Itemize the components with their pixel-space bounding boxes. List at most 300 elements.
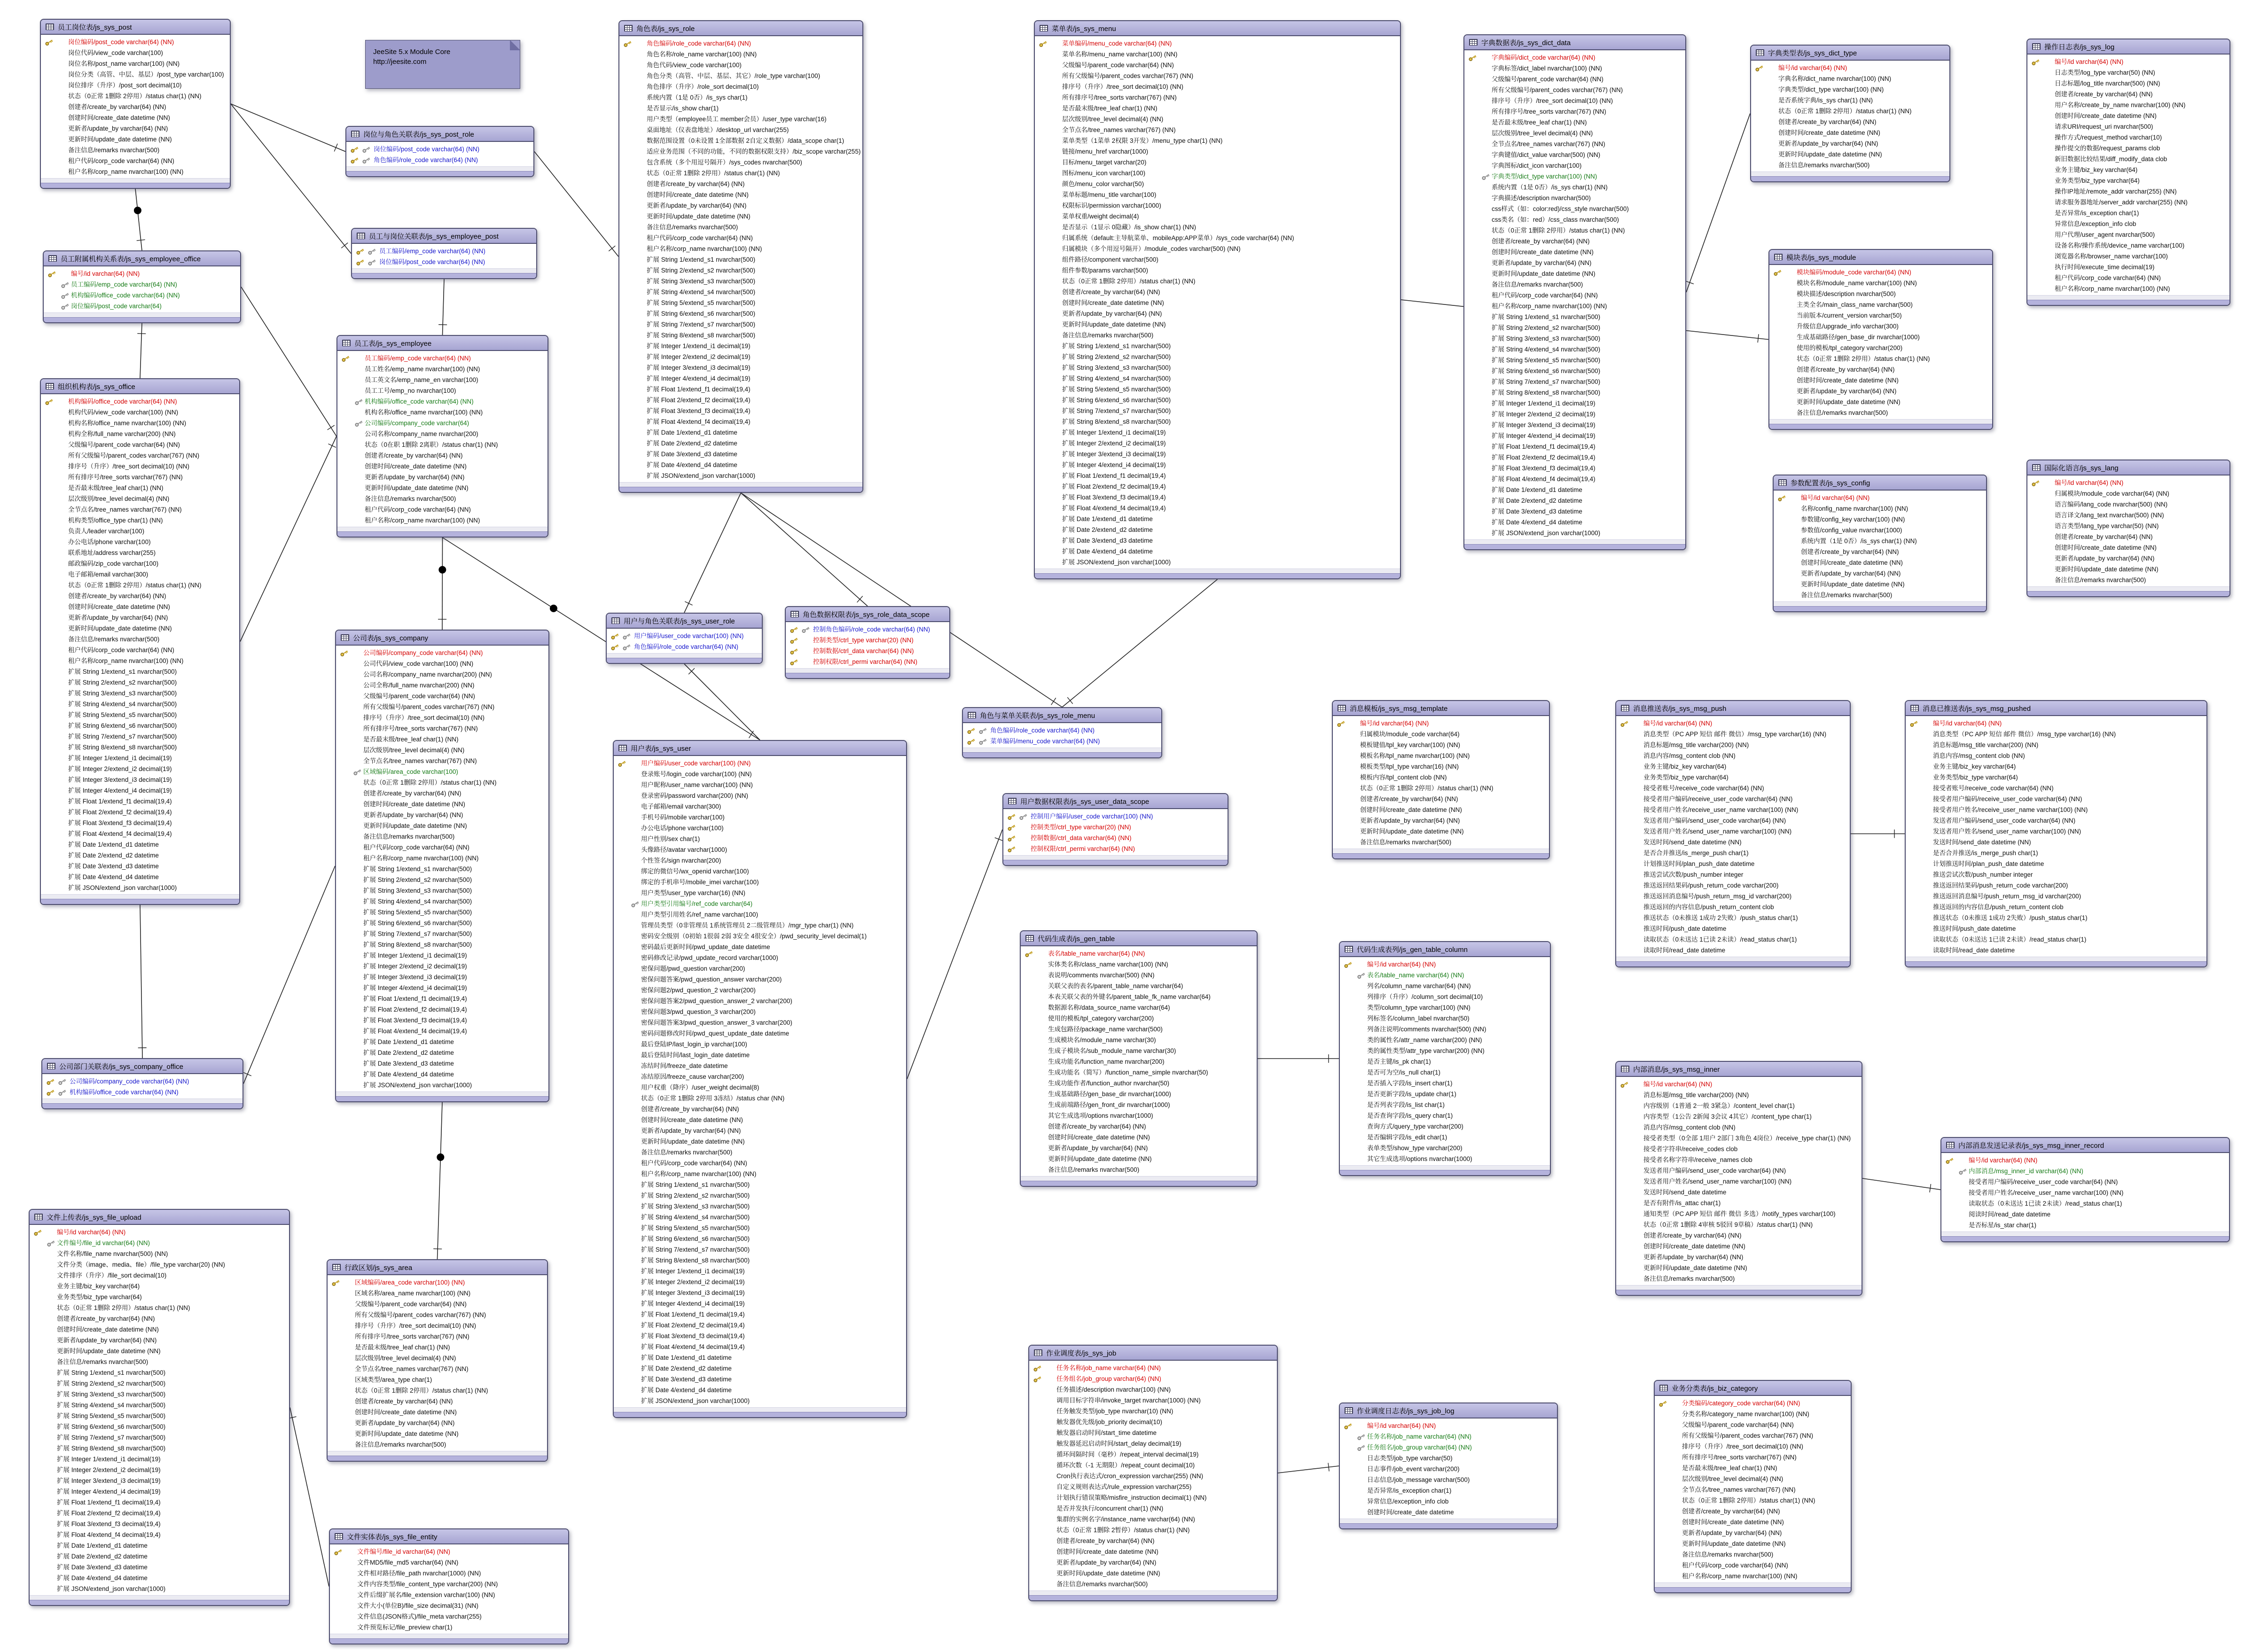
field-row[interactable] — [1340, 1474, 1557, 1485]
field-row[interactable] — [619, 81, 862, 92]
field-row[interactable] — [1464, 322, 1685, 333]
table-msg_inner[interactable] — [1615, 1061, 1862, 1296]
field-row[interactable] — [30, 1302, 289, 1313]
field-row[interactable] — [619, 157, 862, 168]
field-row[interactable] — [44, 268, 240, 279]
field-row[interactable] — [2027, 208, 2229, 218]
field-row[interactable] — [619, 222, 862, 233]
field-row[interactable] — [619, 341, 862, 351]
field-row[interactable] — [30, 1281, 289, 1292]
field-row[interactable] — [614, 1331, 906, 1341]
field-row[interactable] — [1464, 160, 1685, 171]
field-row[interactable] — [1340, 991, 1550, 1002]
field-row[interactable] — [1035, 438, 1400, 449]
field-row[interactable] — [1464, 463, 1685, 474]
field-row[interactable] — [2027, 262, 2229, 273]
field-row[interactable] — [1035, 319, 1400, 330]
field-row[interactable] — [619, 449, 862, 460]
field-row[interactable] — [1333, 750, 1549, 761]
field-row[interactable] — [614, 1190, 906, 1201]
field-row[interactable] — [1774, 579, 1986, 590]
field-row[interactable] — [1464, 236, 1685, 247]
field-row[interactable] — [1035, 351, 1400, 362]
table-user_data_scope[interactable] — [1002, 793, 1228, 866]
field-row[interactable] — [1906, 891, 2206, 902]
field-row[interactable] — [2027, 197, 2229, 208]
field-row[interactable] — [1464, 366, 1685, 376]
field-row[interactable] — [336, 896, 548, 907]
field-row[interactable] — [1021, 1164, 1257, 1175]
table-company[interactable] — [335, 630, 549, 1102]
table-user[interactable] — [613, 740, 907, 1418]
table-header[interactable] — [41, 20, 230, 35]
field-row[interactable] — [1340, 1420, 1557, 1431]
field-row[interactable] — [1769, 407, 1992, 418]
field-row[interactable] — [1340, 1035, 1550, 1045]
field-row[interactable] — [1655, 1549, 1851, 1560]
field-row[interactable] — [786, 624, 949, 635]
field-row[interactable] — [1906, 848, 2206, 858]
field-row[interactable] — [1655, 1484, 1851, 1495]
field-row[interactable] — [1340, 1442, 1557, 1453]
field-row[interactable] — [1616, 1230, 1862, 1241]
field-row[interactable] — [336, 939, 548, 950]
field-row[interactable] — [1616, 1208, 1862, 1219]
field-row[interactable] — [336, 950, 548, 961]
field-row[interactable] — [41, 515, 239, 526]
field-row[interactable] — [1464, 182, 1685, 193]
field-row[interactable] — [328, 1407, 547, 1418]
table-header[interactable] — [1340, 942, 1550, 957]
table-header[interactable] — [1464, 35, 1685, 50]
field-row[interactable] — [41, 145, 230, 156]
field-row[interactable] — [1340, 1464, 1557, 1474]
field-row[interactable] — [1616, 912, 1850, 923]
field-row[interactable] — [41, 796, 239, 807]
table-header[interactable] — [1021, 931, 1257, 946]
field-row[interactable] — [337, 407, 548, 418]
field-row[interactable] — [1751, 117, 1949, 127]
field-row[interactable] — [614, 942, 906, 952]
field-row[interactable] — [1003, 843, 1228, 854]
field-row[interactable] — [41, 742, 239, 753]
table-header[interactable] — [614, 741, 906, 756]
field-row[interactable] — [328, 1342, 547, 1353]
field-row[interactable] — [614, 779, 906, 790]
field-row[interactable] — [619, 276, 862, 287]
field-row[interactable] — [41, 558, 239, 569]
table-header[interactable] — [1655, 1381, 1851, 1396]
field-row[interactable] — [328, 1320, 547, 1331]
field-row[interactable] — [1035, 308, 1400, 319]
field-row[interactable] — [41, 569, 239, 580]
field-row[interactable] — [1655, 1441, 1851, 1452]
field-row[interactable] — [1021, 1067, 1257, 1078]
field-row[interactable] — [619, 92, 862, 103]
field-row[interactable] — [1616, 1165, 1862, 1176]
field-row[interactable] — [1616, 1187, 1862, 1198]
field-row[interactable] — [1029, 1406, 1277, 1417]
field-row[interactable] — [330, 1600, 568, 1611]
table-biz_category[interactable] — [1654, 1380, 1852, 1593]
field-row[interactable] — [1464, 506, 1685, 517]
field-row[interactable] — [1464, 312, 1685, 322]
field-row[interactable] — [30, 1573, 289, 1583]
field-row[interactable] — [1751, 62, 1949, 73]
field-row[interactable] — [1021, 1099, 1257, 1110]
field-row[interactable] — [1616, 729, 1850, 740]
field-row[interactable] — [1035, 114, 1400, 125]
field-row[interactable] — [337, 418, 548, 429]
field-row[interactable] — [614, 1309, 906, 1320]
table-header[interactable] — [1029, 1346, 1277, 1361]
table-header[interactable] — [330, 1529, 568, 1544]
field-row[interactable] — [1333, 826, 1549, 837]
field-row[interactable] — [1906, 772, 2206, 783]
field-row[interactable] — [1035, 70, 1400, 81]
field-row[interactable] — [2027, 154, 2229, 164]
field-row[interactable] — [1751, 73, 1949, 84]
field-row[interactable] — [2027, 56, 2229, 67]
table-header[interactable] — [2027, 39, 2229, 55]
field-row[interactable] — [328, 1374, 547, 1385]
field-row[interactable] — [614, 1255, 906, 1266]
field-row[interactable] — [1616, 1154, 1862, 1165]
field-row[interactable] — [1333, 804, 1549, 815]
field-row[interactable] — [1769, 332, 1992, 343]
table-header[interactable] — [42, 1059, 242, 1074]
field-row[interactable] — [614, 1341, 906, 1352]
table-role[interactable] — [618, 20, 863, 493]
field-row[interactable] — [337, 450, 548, 461]
field-row[interactable] — [1029, 1471, 1277, 1481]
field-row[interactable] — [41, 645, 239, 655]
field-row[interactable] — [352, 246, 536, 257]
table-post[interactable] — [40, 19, 231, 189]
field-row[interactable] — [337, 385, 548, 396]
field-row[interactable] — [1616, 1090, 1862, 1100]
field-row[interactable] — [1029, 1525, 1277, 1535]
field-row[interactable] — [30, 1324, 289, 1335]
field-row[interactable] — [1035, 243, 1400, 254]
field-row[interactable] — [1029, 1546, 1277, 1557]
field-row[interactable] — [2027, 542, 2229, 553]
field-row[interactable] — [619, 254, 862, 265]
field-row[interactable] — [30, 1410, 289, 1421]
field-row[interactable] — [1464, 333, 1685, 344]
field-row[interactable] — [614, 1082, 906, 1093]
table-file_upload[interactable] — [29, 1209, 290, 1606]
field-row[interactable] — [42, 1087, 242, 1098]
field-row[interactable] — [614, 1179, 906, 1190]
field-row[interactable] — [1333, 718, 1549, 729]
field-row[interactable] — [336, 1015, 548, 1026]
field-row[interactable] — [1464, 484, 1685, 495]
field-row[interactable] — [1464, 495, 1685, 506]
field-row[interactable] — [1035, 395, 1400, 405]
field-row[interactable] — [1035, 427, 1400, 438]
field-row[interactable] — [1333, 794, 1549, 804]
field-row[interactable] — [1774, 503, 1986, 514]
field-row[interactable] — [1769, 310, 1992, 321]
field-row[interactable] — [2027, 143, 2229, 154]
field-row[interactable] — [1906, 750, 2206, 761]
field-row[interactable] — [1021, 1045, 1257, 1056]
field-row[interactable] — [41, 655, 239, 666]
field-row[interactable] — [1029, 1557, 1277, 1568]
field-row[interactable] — [1616, 772, 1850, 783]
field-row[interactable] — [336, 810, 548, 820]
field-row[interactable] — [619, 265, 862, 276]
field-row[interactable] — [337, 364, 548, 374]
field-row[interactable] — [1035, 135, 1400, 146]
field-row[interactable] — [614, 790, 906, 801]
field-row[interactable] — [1751, 127, 1949, 138]
table-header[interactable] — [337, 336, 548, 351]
table-log[interactable] — [2026, 39, 2230, 306]
field-row[interactable] — [1035, 492, 1400, 503]
field-row[interactable] — [619, 287, 862, 297]
field-row[interactable] — [1035, 233, 1400, 243]
field-row[interactable] — [41, 91, 230, 101]
field-row[interactable] — [619, 135, 862, 146]
field-row[interactable] — [1464, 139, 1685, 149]
field-row[interactable] — [328, 1439, 547, 1450]
field-row[interactable] — [1464, 344, 1685, 355]
field-row[interactable] — [1655, 1430, 1851, 1441]
field-row[interactable] — [1655, 1409, 1851, 1419]
field-row[interactable] — [1035, 460, 1400, 470]
field-row[interactable] — [1029, 1535, 1277, 1546]
field-row[interactable] — [1035, 557, 1400, 568]
field-row[interactable] — [337, 374, 548, 385]
field-row[interactable] — [2027, 477, 2229, 488]
field-row[interactable] — [41, 818, 239, 828]
field-row[interactable] — [1616, 750, 1850, 761]
field-row[interactable] — [1333, 815, 1549, 826]
field-row[interactable] — [337, 483, 548, 493]
field-row[interactable] — [1616, 902, 1850, 912]
field-row[interactable] — [41, 753, 239, 764]
field-row[interactable] — [619, 438, 862, 449]
field-row[interactable] — [1941, 1220, 2229, 1231]
field-row[interactable] — [336, 1058, 548, 1069]
field-row[interactable] — [619, 168, 862, 179]
field-row[interactable] — [614, 1028, 906, 1039]
field-row[interactable] — [614, 1277, 906, 1287]
field-row[interactable] — [1035, 200, 1400, 211]
field-row[interactable] — [1021, 959, 1257, 970]
field-row[interactable] — [614, 1223, 906, 1233]
field-row[interactable] — [1769, 278, 1992, 288]
field-row[interactable] — [30, 1313, 289, 1324]
table-gen_table[interactable] — [1020, 930, 1258, 1187]
field-row[interactable] — [1655, 1419, 1851, 1430]
field-row[interactable] — [619, 49, 862, 60]
field-row[interactable] — [2027, 251, 2229, 262]
field-row[interactable] — [1616, 891, 1850, 902]
field-row[interactable] — [41, 526, 239, 537]
field-row[interactable] — [614, 1071, 906, 1082]
field-row[interactable] — [30, 1248, 289, 1259]
field-row[interactable] — [41, 720, 239, 731]
field-row[interactable] — [619, 233, 862, 243]
field-row[interactable] — [336, 1026, 548, 1036]
field-row[interactable] — [619, 103, 862, 114]
table-lang[interactable] — [2026, 460, 2230, 597]
table-msg_pushed[interactable] — [1905, 700, 2207, 967]
field-row[interactable] — [963, 736, 1161, 747]
field-row[interactable] — [1769, 397, 1992, 407]
field-row[interactable] — [30, 1508, 289, 1519]
field-row[interactable] — [1029, 1503, 1277, 1514]
table-header[interactable] — [1769, 250, 1992, 265]
field-row[interactable] — [41, 699, 239, 709]
field-row[interactable] — [619, 125, 862, 135]
field-row[interactable] — [30, 1454, 289, 1465]
field-row[interactable] — [1751, 138, 1949, 149]
field-row[interactable] — [1769, 364, 1992, 375]
table-job_log[interactable] — [1339, 1403, 1558, 1529]
field-row[interactable] — [44, 279, 240, 290]
field-row[interactable] — [336, 680, 548, 691]
field-row[interactable] — [614, 1017, 906, 1028]
field-row[interactable] — [1941, 1209, 2229, 1220]
field-row[interactable] — [328, 1396, 547, 1407]
field-row[interactable] — [1774, 568, 1986, 579]
field-row[interactable] — [41, 623, 239, 634]
field-row[interactable] — [328, 1309, 547, 1320]
field-row[interactable] — [41, 677, 239, 688]
field-row[interactable] — [614, 801, 906, 812]
field-row[interactable] — [41, 429, 239, 439]
field-row[interactable] — [1029, 1492, 1277, 1503]
table-header[interactable] — [1340, 1403, 1557, 1418]
field-row[interactable] — [1464, 517, 1685, 528]
field-row[interactable] — [614, 898, 906, 909]
field-row[interactable] — [1906, 945, 2206, 956]
table-gen_table_column[interactable] — [1339, 941, 1551, 1176]
field-row[interactable] — [1751, 95, 1949, 106]
field-row[interactable] — [1333, 761, 1549, 772]
field-row[interactable] — [1340, 1431, 1557, 1442]
table-employee_post[interactable] — [351, 228, 537, 279]
table-header[interactable] — [328, 1260, 547, 1275]
field-row[interactable] — [41, 666, 239, 677]
field-row[interactable] — [41, 731, 239, 742]
field-row[interactable] — [1340, 1485, 1557, 1496]
field-row[interactable] — [2027, 283, 2229, 294]
field-row[interactable] — [1464, 149, 1685, 160]
field-row[interactable] — [330, 1590, 568, 1600]
field-row[interactable] — [1616, 1262, 1862, 1273]
field-row[interactable] — [336, 723, 548, 734]
field-row[interactable] — [1035, 330, 1400, 341]
field-row[interactable] — [619, 384, 862, 395]
field-row[interactable] — [1616, 858, 1850, 869]
field-row[interactable] — [1464, 409, 1685, 420]
field-row[interactable] — [1021, 1078, 1257, 1089]
field-row[interactable] — [41, 407, 239, 418]
field-row[interactable] — [42, 1076, 242, 1087]
field-row[interactable] — [619, 460, 862, 470]
field-row[interactable] — [336, 1004, 548, 1015]
field-row[interactable] — [614, 1395, 906, 1406]
field-row[interactable] — [1464, 290, 1685, 301]
field-row[interactable] — [1021, 1013, 1257, 1024]
field-row[interactable] — [614, 834, 906, 844]
field-row[interactable] — [614, 855, 906, 866]
field-row[interactable] — [614, 985, 906, 996]
field-row[interactable] — [346, 144, 533, 155]
field-row[interactable] — [41, 504, 239, 515]
field-row[interactable] — [786, 646, 949, 656]
table-header[interactable] — [1906, 701, 2206, 716]
field-row[interactable] — [336, 864, 548, 874]
field-row[interactable] — [41, 764, 239, 774]
field-row[interactable] — [1464, 203, 1685, 214]
field-row[interactable] — [2027, 575, 2229, 585]
field-row[interactable] — [1021, 948, 1257, 959]
field-row[interactable] — [1616, 1079, 1862, 1090]
field-row[interactable] — [1029, 1568, 1277, 1579]
field-row[interactable] — [41, 807, 239, 818]
field-row[interactable] — [336, 1069, 548, 1080]
field-row[interactable] — [1751, 160, 1949, 171]
table-company_office[interactable] — [41, 1058, 243, 1109]
field-row[interactable] — [1655, 1560, 1851, 1571]
field-row[interactable] — [619, 297, 862, 308]
field-row[interactable] — [1906, 826, 2206, 837]
field-row[interactable] — [336, 777, 548, 788]
field-row[interactable] — [1035, 125, 1400, 135]
field-row[interactable] — [30, 1367, 289, 1378]
field-row[interactable] — [30, 1497, 289, 1508]
field-row[interactable] — [614, 963, 906, 974]
field-row[interactable] — [614, 920, 906, 931]
table-msg_inner_record[interactable] — [1940, 1137, 2230, 1242]
field-row[interactable] — [1464, 247, 1685, 257]
field-row[interactable] — [614, 1006, 906, 1017]
field-row[interactable] — [1906, 804, 2206, 815]
field-row[interactable] — [337, 461, 548, 472]
field-row[interactable] — [614, 758, 906, 769]
field-row[interactable] — [30, 1227, 289, 1238]
field-row[interactable] — [1035, 103, 1400, 114]
field-row[interactable] — [614, 1287, 906, 1298]
field-row[interactable] — [614, 1244, 906, 1255]
field-row[interactable] — [1340, 1099, 1550, 1110]
table-user_role[interactable] — [606, 613, 763, 664]
field-row[interactable] — [2027, 229, 2229, 240]
field-row[interactable] — [41, 396, 239, 407]
field-row[interactable] — [1035, 405, 1400, 416]
table-header[interactable] — [30, 1210, 289, 1225]
field-row[interactable] — [1769, 288, 1992, 299]
field-row[interactable] — [41, 882, 239, 893]
field-row[interactable] — [614, 866, 906, 877]
table-role_menu[interactable] — [962, 707, 1162, 758]
field-row[interactable] — [41, 580, 239, 591]
field-row[interactable] — [614, 1114, 906, 1125]
field-row[interactable] — [614, 1233, 906, 1244]
field-row[interactable] — [1616, 740, 1850, 750]
field-row[interactable] — [786, 656, 949, 667]
field-row[interactable] — [619, 189, 862, 200]
field-row[interactable] — [1029, 1395, 1277, 1406]
field-row[interactable] — [2027, 499, 2229, 510]
field-row[interactable] — [1035, 297, 1400, 308]
